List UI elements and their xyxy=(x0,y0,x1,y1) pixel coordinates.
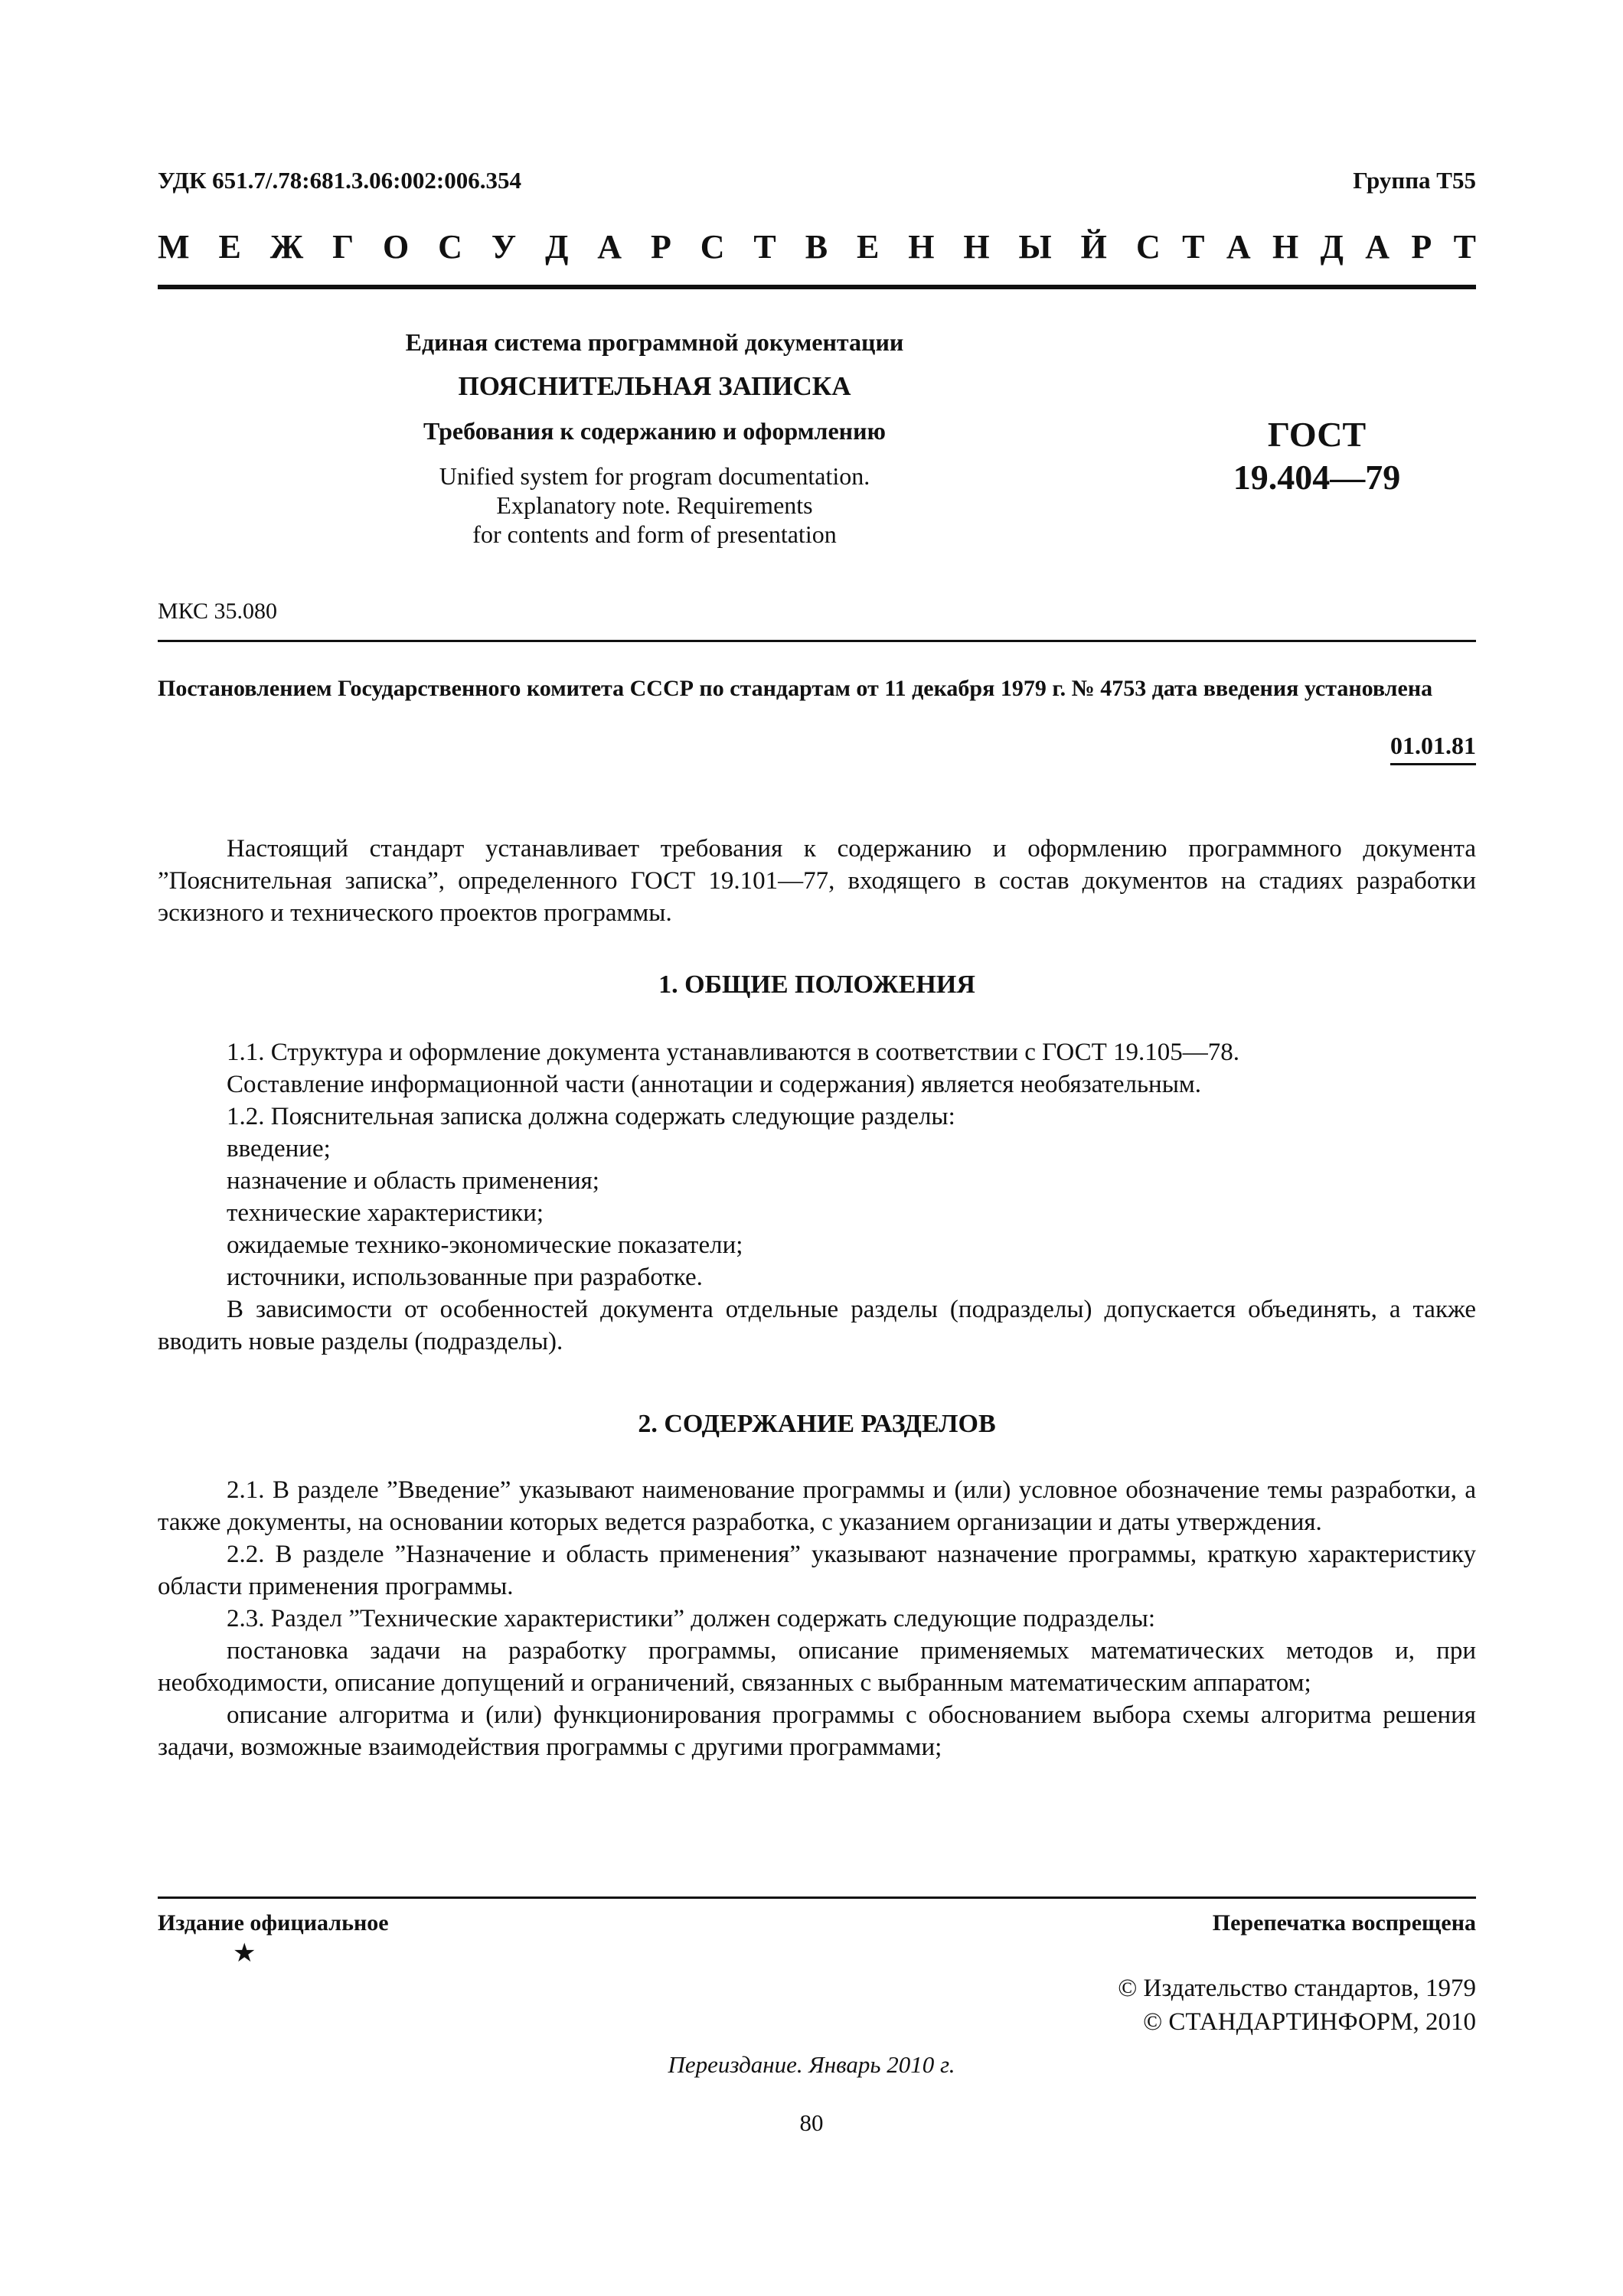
group-code: Группа Т55 xyxy=(1353,167,1476,194)
intro-paragraph-block xyxy=(158,833,1476,929)
banner-letter: У xyxy=(491,227,517,266)
paragraph-1-2-note: В зависимости от особенностей документа отдельные разделы (подразделы) допускается объединять, а также вводить новые разделы (подразделы). xyxy=(158,1296,1476,1355)
udk-code: УДК 651.7/.78:681.3.06:002:006.354 xyxy=(158,167,522,194)
section2-heading: 2. СОДЕРЖАНИЕ РАЗДЕЛОВ xyxy=(638,1410,996,1438)
banner-letter: С xyxy=(438,227,462,266)
star-icon: ★ xyxy=(233,1939,256,1968)
paragraph-2-1: 2.1. В разделе ”Введение” указывают наименование программы и (или) условное обозначение темы разработки, а также документы, на основании которых ведется разработка, с указанием организации и даты утверждения. xyxy=(158,1476,1476,1536)
banner-letter: Н xyxy=(1272,227,1299,266)
english-title-line: Unified system for program documentation. xyxy=(439,462,870,490)
banner-letter: С xyxy=(1136,227,1161,266)
gost-number xyxy=(1179,413,1455,499)
banner-letter: Е xyxy=(218,227,241,266)
mks-rule xyxy=(158,640,1476,642)
section2-body xyxy=(158,1474,1476,1763)
list-item: источники, использованные при разработке. xyxy=(227,1264,703,1291)
banner-letter: О xyxy=(383,227,410,266)
list-item: технические характеристики; xyxy=(227,1199,544,1227)
copyright-line: © Издательство стандартов, 1979 xyxy=(1118,1975,1476,2002)
banner-letter: В xyxy=(805,227,828,266)
section1-heading: 1. ОБЩИЕ ПОЛОЖЕНИЯ xyxy=(658,970,975,999)
paragraph-2-3-a: постановка задачи на разработку программы, описание применяемых математических методов и, при необходимости, описание допущений и ограничений, связанных с выбранным математическим аппаратом; xyxy=(158,1637,1476,1697)
document-subtitle: Требования к содержанию и оформлению xyxy=(423,417,886,445)
no-reprint-label: Перепечатка воспрещена xyxy=(1212,1910,1476,1936)
paragraph-2-3: 2.3. Раздел ”Технические характеристики” должен содержать следующие подразделы: xyxy=(227,1605,1155,1632)
banner-letter: Р xyxy=(650,227,671,266)
banner-letter: Р xyxy=(1411,227,1432,266)
page-number: 80 xyxy=(799,2109,824,2136)
english-title-line: for contents and form of presentation xyxy=(472,520,837,548)
banner-word-standard xyxy=(1136,227,1476,266)
banner-letter: А xyxy=(597,227,622,266)
introduction-date: 01.01.81 xyxy=(1390,732,1476,765)
banner-letter: Т xyxy=(1453,227,1476,266)
official-edition-label: Издание официальное xyxy=(158,1910,389,1936)
banner-letter: Е xyxy=(856,227,880,266)
list-item: назначение и область применения; xyxy=(227,1167,599,1195)
banner-letter: С xyxy=(700,227,725,266)
paragraph-1-1-note: Составление информационной части (аннотации и содержания) является необязательным. xyxy=(227,1071,1202,1098)
banner-letter: Ы xyxy=(1018,227,1052,266)
english-title-line: Explanatory note. Requirements xyxy=(496,491,813,519)
reissue-note: Переиздание. Январь 2010 г. xyxy=(668,2051,955,2078)
section1-body xyxy=(158,1036,1476,1358)
copyright-line: © СТАНДАРТИНФОРМ, 2010 xyxy=(1143,2008,1476,2036)
system-title: Единая система программной документации xyxy=(405,328,904,356)
gost-label: ГОСТ xyxy=(1267,415,1367,454)
banner-letter: А xyxy=(1365,227,1390,266)
gost-code: 19.404—79 xyxy=(1233,458,1401,497)
paragraph-1-2: 1.2. Пояснительная записка должна содержать следующие разделы: xyxy=(227,1103,955,1130)
banner-letter: А xyxy=(1226,227,1251,266)
banner-letter: Д xyxy=(1320,227,1344,266)
banner-letter: Ж xyxy=(269,227,304,266)
mks-code: МКС 35.080 xyxy=(158,598,277,624)
banner-letter: М xyxy=(158,227,190,266)
footer-rule xyxy=(158,1896,1476,1899)
document-title: ПОЯСНИТЕЛЬНАЯ ЗАПИСКА xyxy=(458,371,851,401)
banner-word-interstate xyxy=(158,227,1107,266)
banner-letter: Й xyxy=(1080,227,1107,266)
banner-letter: Н xyxy=(908,227,935,266)
copyright-block xyxy=(1118,1971,1476,2039)
decree-text: Постановлением Государственного комитета СССР по стандартам от 11 декабря 1979 г. № 4753 дата введения установлена xyxy=(158,676,1433,701)
title-block xyxy=(345,325,965,549)
banner-letter: Т xyxy=(753,227,776,266)
list-item: ожидаемые технико-экономические показатели; xyxy=(227,1231,743,1259)
banner-letter: Т xyxy=(1182,227,1205,266)
standard-banner xyxy=(158,223,1476,269)
paragraph-2-2: 2.2. В разделе ”Назначение и область применения” указывают назначение программы, краткую характеристику области применения программы. xyxy=(158,1541,1476,1600)
english-title xyxy=(345,461,965,549)
paragraph-1-1: 1.1. Структура и оформление документа устанавливаются в соответствии с ГОСТ 19.105—78. xyxy=(227,1039,1239,1066)
banner-letter: Д xyxy=(545,227,569,266)
paragraph-2-3-b: описание алгоритма и (или) функционирования программы с обоснованием выбора схемы алгоритма решения задачи, возможные взаимодействия программы с другими программами; xyxy=(158,1701,1476,1761)
list-item: введение; xyxy=(227,1135,331,1163)
banner-letter: Г xyxy=(332,227,354,266)
banner-letter: Н xyxy=(963,227,990,266)
header-rule xyxy=(158,285,1476,289)
intro-paragraph: Настоящий стандарт устанавливает требования к содержанию и оформлению программного документа ”Пояснительная записка”, определенного ГОСТ 19.101—77, входящего в состав документов на стадиях разработки эскизного и технического проектов программы. xyxy=(158,835,1476,927)
